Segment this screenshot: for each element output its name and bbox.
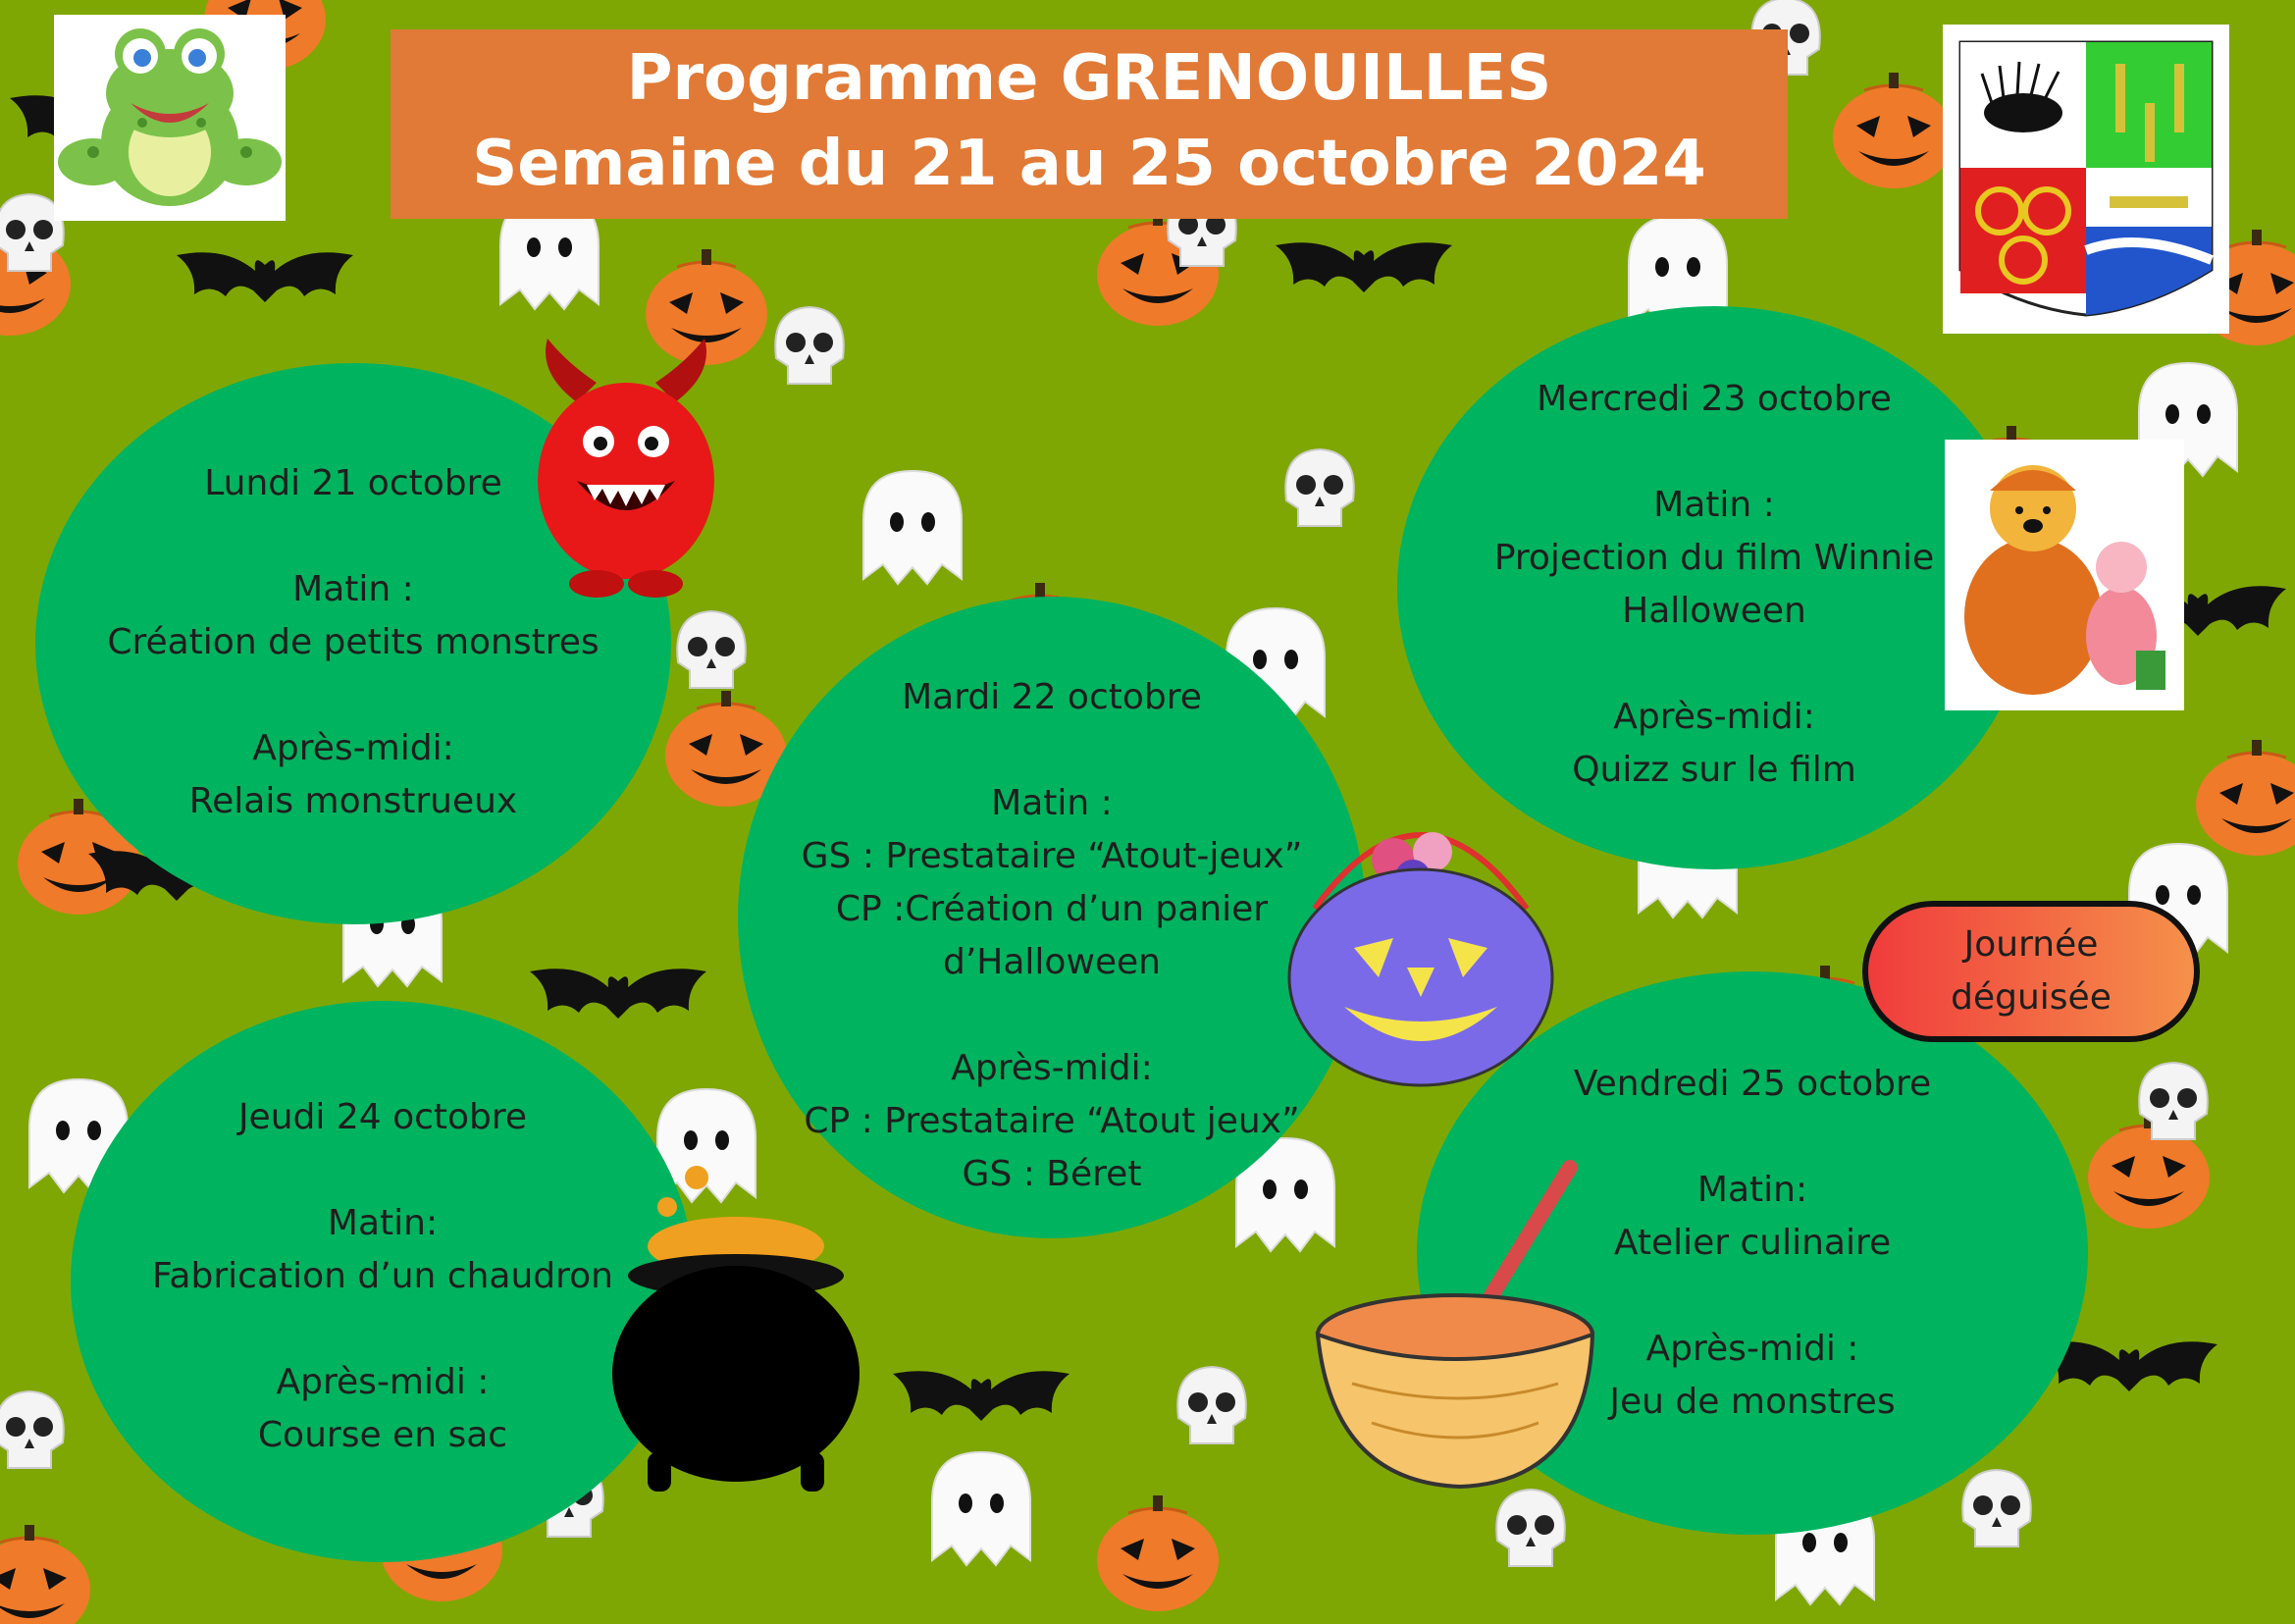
winnie-halloween-icon: [1945, 440, 2184, 710]
title-line-2: Semaine du 21 au 25 octobre 2024: [472, 128, 1706, 200]
costume-day-badge: [1862, 901, 2200, 1042]
matin-activity: GS : Prestataire “Atout-jeux”: [801, 836, 1303, 876]
day-title: Mardi 22 octobre: [902, 677, 1202, 717]
aprem-label: Après-midi :: [276, 1362, 490, 1402]
aprem-activity: Relais monstrueux: [188, 781, 518, 821]
matin-label: Matin :: [1653, 485, 1775, 525]
day-title: Lundi 21 octobre: [204, 463, 502, 503]
matin-activity: Création de petits monstres: [107, 622, 600, 662]
day-bubble-mercredi: [1397, 306, 2031, 869]
aprem-label: Après-midi:: [1613, 697, 1815, 737]
aprem-label: Après-midi:: [252, 728, 454, 768]
day-title: Jeudi 24 octobre: [237, 1097, 528, 1137]
frog-icon: [54, 15, 286, 221]
aprem-activity: GS : Béret: [962, 1154, 1142, 1194]
matin-activity: Halloween: [1622, 591, 1806, 631]
pumpkin-basket-icon: [1285, 791, 1556, 1091]
matin-label: Matin :: [292, 569, 414, 609]
matin-activity: Projection du film Winnie: [1493, 538, 1935, 578]
aprem-activity: Quizz sur le film: [1572, 750, 1856, 790]
aprem-label: Après-midi:: [951, 1048, 1153, 1088]
cauldron-icon: [608, 1148, 883, 1501]
whisk-bowl-icon: [1313, 1158, 1607, 1492]
aprem-activity: Course en sac: [257, 1415, 508, 1455]
day-title: Mercredi 23 octobre: [1537, 379, 1892, 419]
matin-label: Matin:: [327, 1203, 439, 1243]
aprem-label: Après-midi :: [1645, 1329, 1859, 1369]
matin-activity: d’Halloween: [942, 942, 1161, 982]
badge-line-1: Journée: [1963, 924, 2099, 965]
matin-activity: Atelier culinaire: [1613, 1223, 1892, 1263]
badge-line-2: déguisée: [1951, 977, 2112, 1018]
coat-of-arms-icon: [1943, 25, 2229, 334]
matin-activity: Fabrication d’un chaudron: [152, 1256, 613, 1296]
title-banner: [391, 29, 1788, 219]
matin-label: Matin :: [991, 783, 1113, 823]
red-monster-icon: [518, 334, 734, 608]
day-title: Vendredi 25 octobre: [1573, 1064, 1932, 1104]
title-line-1: Programme GRENOUILLES: [626, 42, 1552, 115]
matin-activity: CP :Création d’un panier: [835, 889, 1269, 929]
day-bubble-mardi: [738, 597, 1366, 1238]
matin-label: Matin:: [1696, 1170, 1808, 1210]
aprem-activity: CP : Prestataire “Atout jeux”: [804, 1101, 1300, 1141]
day-bubble-jeudi: [71, 1001, 695, 1562]
aprem-activity: Jeu de monstres: [1609, 1382, 1896, 1422]
